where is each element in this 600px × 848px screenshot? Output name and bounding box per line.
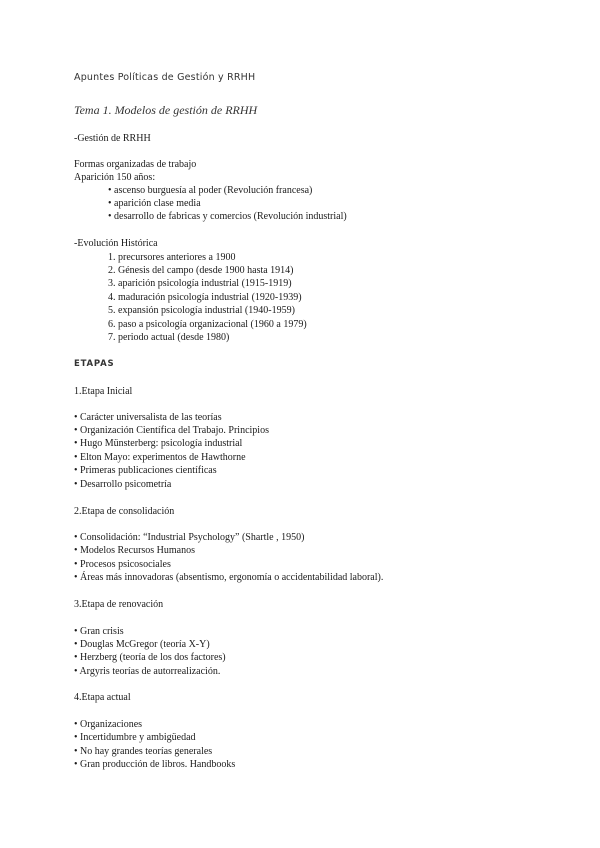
list-item: • Modelos Recursos Humanos — [74, 544, 195, 557]
gestion-heading: -Gestión de RRHH — [74, 133, 151, 144]
list-item: • desarrollo de fabricas y comercios (Revolución industrial) — [108, 210, 347, 223]
list-item: • Consolidación: “Industrial Psychology” (Shartle , 1950) — [74, 531, 304, 544]
aparicion-line: Aparición 150 años: — [74, 172, 156, 183]
topic-subtitle: Tema 1. Modelos de gestión de RRHH — [74, 103, 258, 117]
list-item: • Gran producción de libros. Handbooks — [74, 758, 235, 771]
etapa3-heading: 3.Etapa de renovación — [74, 599, 164, 610]
list-item: • aparición clase media — [108, 197, 201, 210]
list-item: 3. aparición psicología industrial (1915-1919) — [108, 278, 292, 289]
list-item: • Elton Mayo: experimentos de Hawthorne — [74, 451, 246, 464]
list-item: • Douglas McGregor (teoría X-Y) — [74, 638, 210, 651]
list-item: • Primeras publicaciones científicas — [74, 464, 217, 477]
list-item: • Hugo Münsterberg: psicología industrial — [74, 437, 242, 450]
list-item: • Gran crisis — [74, 625, 124, 638]
list-item: • Organización Científica del Trabajo. Principios — [74, 424, 269, 437]
list-item: 7. periodo actual (desde 1980) — [108, 332, 230, 343]
list-item: 6. paso a psicología organizacional (1960 a 1979) — [108, 319, 307, 330]
list-item: • Procesos psicosociales — [74, 558, 171, 571]
list-item: 4. maduración psicología industrial (1920-1939) — [108, 292, 302, 303]
list-item: • Desarrollo psicometría — [74, 478, 171, 491]
etapas-heading: ETAPAS — [74, 359, 115, 369]
formas-line: Formas organizadas de trabajo — [74, 159, 197, 170]
evolucion-heading: -Evolución Histórica — [74, 238, 158, 249]
etapa4-heading: 4.Etapa actual — [74, 692, 131, 703]
etapa2-heading: 2.Etapa de consolidación — [74, 506, 175, 517]
etapa1-heading: 1.Etapa Inicial — [74, 386, 133, 397]
list-item: • Organizaciones — [74, 718, 142, 731]
document-title: Apuntes Políticas de Gestión y RRHH — [74, 72, 256, 83]
list-item: 5. expansión psicología industrial (1940-1959) — [108, 305, 295, 316]
list-item: • Argyris teorías de autorrealización. — [74, 665, 220, 678]
list-item: • No hay grandes teorías generales — [74, 745, 212, 758]
list-item: • ascenso burguesía al poder (Revolución francesa) — [108, 184, 312, 197]
list-item: • Incertidumbre y ambigüedad — [74, 731, 196, 744]
list-item: • Carácter universalista de las teorías — [74, 411, 222, 424]
list-item: • Herzberg (teoría de los dos factores) — [74, 651, 226, 664]
list-item: 2. Génesis del campo (desde 1900 hasta 1914) — [108, 265, 294, 276]
list-item: • Áreas más innovadoras (absentismo, ergonomía o accidentabilidad laboral). — [74, 571, 383, 584]
list-item: 1. precursores anteriores a 1900 — [108, 252, 236, 263]
